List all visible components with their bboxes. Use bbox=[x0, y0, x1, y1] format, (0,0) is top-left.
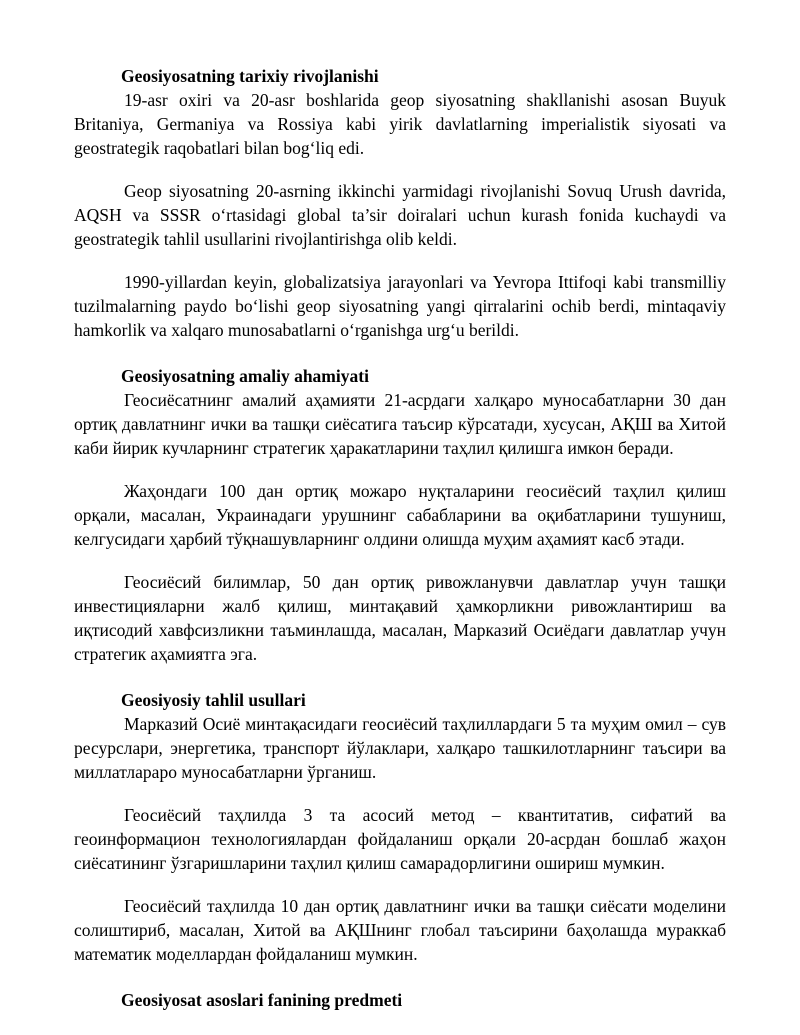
document-page bbox=[74, 64, 726, 1012]
section-practical-importance bbox=[74, 364, 726, 666]
section-historical-development bbox=[74, 64, 726, 342]
section-heading: Geosiyosatning tarixiy rivojlanishi bbox=[121, 66, 379, 86]
paragraph: Геосиёсий таҳлилда 10 дан ортиқ давлатнинг ички ва ташқи сиёсати моделини солиштириб, масалан, Хитой ва АҚШнинг глобал таъсирини баҳолашда мураккаб математик моделлардан фойдаланиш мумкин. bbox=[74, 896, 726, 964]
paragraph: 19-asr oxiri va 20-asr boshlarida geop siyosatning shakllanishi asosan Buyuk Britaniya, Germaniya va Rossiya kabi yirik davlatlarning imperialistik siyosati va geostrategik raqobatlari bilan bog‘liq edi. bbox=[74, 90, 726, 158]
section-heading: Geosiyosiy tahlil usullari bbox=[121, 690, 306, 710]
paragraph: Geop siyosatning 20-asrning ikkinchi yarmidagi rivojlanishi Sovuq Urush davrida, AQSH va SSSR o‘rtasidagi global ta’sir doiralari uchun kurash fonida kuchaydi va geostrategik tahlil usullarini rivojlantirishga olib keldi. bbox=[74, 181, 726, 249]
section-heading: Geosiyosat asoslari fanining predmeti bbox=[121, 990, 403, 1010]
paragraph: Марказий Осиё минтақасидаги геосиёсий таҳлиллардаги 5 та муҳим омил – сув ресурслари, энергетика, транспорт йўлаклари, халқаро ташкилотларнинг таъсири ва миллатлараро муносабатларни ўрганиш. bbox=[74, 714, 726, 782]
paragraph: Жаҳондаги 100 дан ортиқ можаро нуқталарини геосиёсий таҳлил қилиш орқали, масалан, Украинадаги урушнинг сабабларини ва оқибатларини тушуниш, келгусидаги ҳарбий тўқнашувларнинг олдини олишда муҳим аҳамият касб этади. bbox=[74, 481, 726, 549]
paragraph: 1990-yillardan keyin, globalizatsiya jarayonlari va Yevropa Ittifoqi kabi transmilliy tuzilmalarning paydo bo‘lishi geop siyosatning yangi qirralarini ochib berdi, mintaqaviy hamkorlik va xalqaro munosabatlarni o‘rganishga urg‘u berildi. bbox=[74, 272, 726, 340]
paragraph: Геосиёсий билимлар, 50 дан ортиқ ривожланувчи давлатлар учун ташқи инвестицияларни жалб қилиш, минтақавий ҳамкорликни ривожлантириш ва иқтисодий хавфсизликни таъминлашда, масалан, Марказий Осиёдаги давлатлар учун стратегик аҳамиятга эга. bbox=[74, 572, 726, 664]
paragraph: Геосиёсий таҳлилда 3 та асосий метод – квантитатив, сифатий ва геоинформацион технологиялардан фойдаланиш орқали 20-асрдан бошлаб жаҳон сиёсатининг ўзгаришларини таҳлил қилиш самарадорлигини ошириш мумкин. bbox=[74, 805, 726, 873]
section-subject bbox=[74, 988, 726, 1012]
section-heading: Geosiyosatning amaliy ahamiyati bbox=[121, 366, 369, 386]
paragraph: Геосиёсатнинг амалий аҳамияти 21-асрдаги халқаро муносабатларни 30 дан ортиқ давлатнинг ички ва ташқи сиёсатига таъсир кўрсатади, хусусан, АҚШ ва Хитой каби йирик кучларнинг стратегик ҳаракатларини таҳлил қилишга имкон беради. bbox=[74, 390, 726, 458]
section-analysis-methods bbox=[74, 688, 726, 966]
